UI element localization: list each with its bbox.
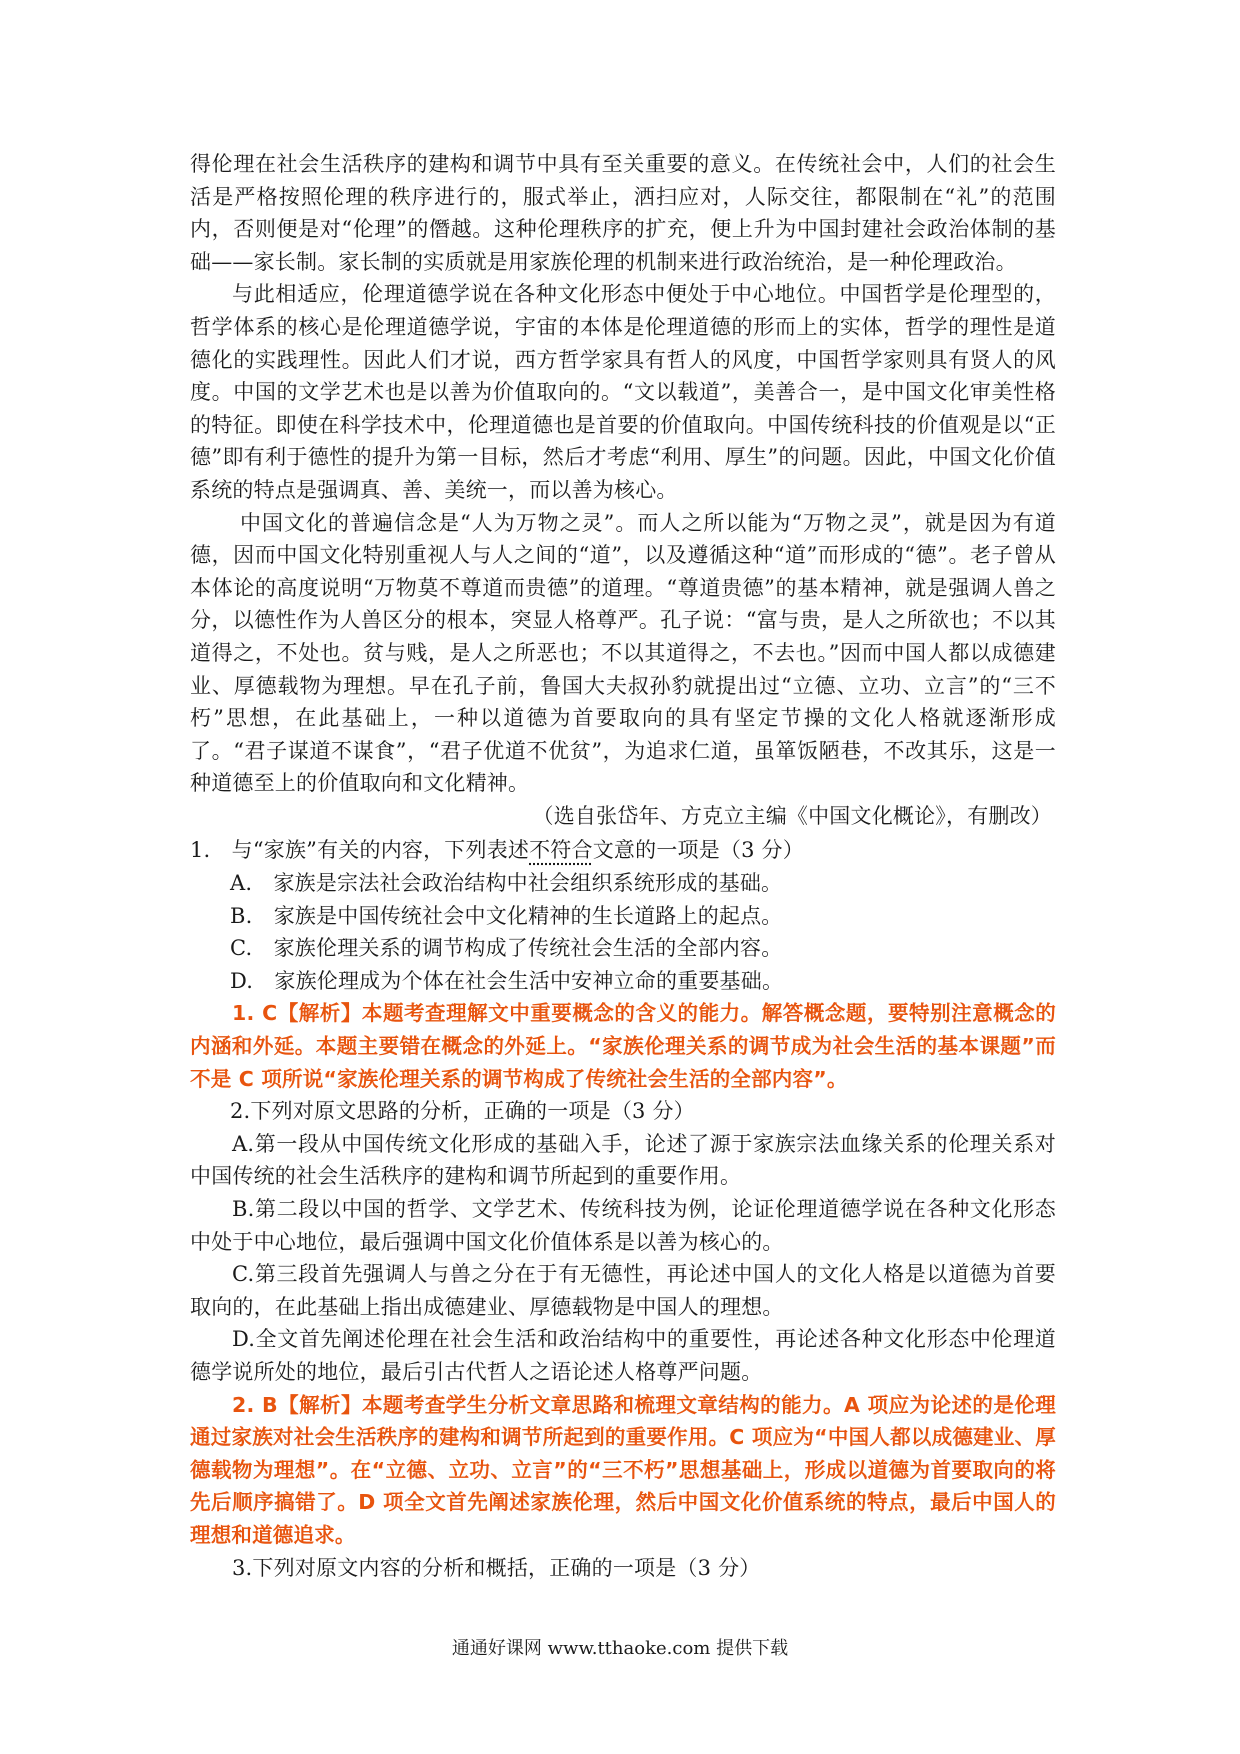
emphasis-not-matching: 不符合 (529, 838, 593, 863)
question-1-answer: 1. C【解析】本题考查理解文中重要概念的含义的能力。解答概念题，要特别注意概念的内涵和外延。本题主要错在概念的外延上。“家族伦理关系的调节成为社会生活的基本课题”而不是 C 项所说“家族伦理关系的调节构成了传统社会生活的全部内容”。 (190, 1001, 1056, 1091)
document-content (190, 148, 1056, 1584)
question-2-option-a: A.第一段从中国传统文化形成的基础入手，论述了源于家族宗法血缘关系的伦理关系对中国传统的社会生活秩序的建构和调节所起到的重要作用。 (190, 1131, 1056, 1189)
question-1-option-c: C. 家族伦理关系的调节构成了传统社会生活的全部内容。 (230, 936, 783, 961)
question-2 (190, 1095, 1056, 1388)
question-1-option-a: A. 家族是宗法社会政治结构中社会组织系统形成的基础。 (230, 871, 783, 896)
question-2-option-d: D.全文首先阐述伦理在社会生活和政治结构中的重要性，再论述各种文化形态中伦理道德学说所处的地位，最后引古代哲人之语论述人格尊严问题。 (190, 1327, 1056, 1384)
question-2-stem: 2.下列对原文思路的分析，正确的一项是（3 分） (230, 1099, 695, 1124)
passage-paragraph-3: 中国文化的普遍信念是“人为万物之灵”。而人之所以能为“万物之灵”，就是因为有道德，因而中国文化特别重视人与人之间的“道”，以及遵循这种“道”而形成的“德”。老子曾从本体论的高度说明“万物莫不尊道而贵德”的道理。“尊道贵德”的基本精神，就是强调人兽之分，以德性作为人兽区分的根本，突显人格尊严。孔子说：“富与贵，是人之所欲也；不以其道得之，不处也。贫与贱，是人之所恶也；不以其道得之，不去也。”因而中国人都以成德建业、厚德载物为理想。早在孔子前，鲁国大夫叔孙豹就提出过“立德、立功、立言”的“三不朽”思想，在此基础上，一种以道德为首要取向的具有坚定节操的文化人格就逐渐形成了。“君子谋道不谋食”，“君子优道不优贫”，为追求仁道，虽箪饭陋巷，不改其乐，这是一种道德至上的价值取向和文化精神。 (190, 510, 1056, 796)
question-1-option-b: B. 家族是中国传统社会中文化精神的生长道路上的起点。 (230, 903, 783, 928)
question-1-option-d: D. 家族伦理成为个体在社会生活中安神立命的重要基础。 (230, 968, 784, 993)
passage-paragraph-2: 与此相适应，伦理道德学说在各种文化形态中便处于中心地位。中国哲学是伦理型的，哲学体系的核心是伦理道德学说，宇宙的本体是伦理道德的形而上的实体，哲学的理性是道德化的实践理性。因此人们才说，西方哲学家具有哲人的风度，中国哲学家则具有贤人的风度。中国的文学艺术也是以善为价值取向的。“文以载道”，美善合一，是中国文化审美性格的特征。即使在科学技术中，伦理道德也是首要的价值取向。中国传统科技的价值观是以“正德”即有利于德性的提升为第一目标，然后才考虑“利用、厚生”的问题。因此，中国文化价值系统的特点是强调真、善、美统一，而以善为核心。 (190, 282, 1056, 502)
passage-source: （选自张岱年、方克立主编《中国文化概论》，有删改） (532, 803, 1052, 828)
question-2-option-c: C.第三段首先强调人与兽之分在于有无德性，再论述中国人的文化人格是以道德为首要取向的，在此基础上指出成德建业、厚德载物是中国人的理想。 (190, 1262, 1056, 1319)
passage-paragraph-1: 得伦理在社会生活秩序的建构和调节中具有至关重要的意义。在传统社会中，人们的社会生活是严格按照伦理的秩序进行的，服式举止，洒扫应对，人际交往，都限制在“礼”的范围内，否则便是对“伦理”的僭越。这种伦理秩序的扩充，便上升为中国封建社会政治体制的基础——家长制。家长制的实质就是用家族伦理的机制来进行政治统治，是一种伦理政治。 (190, 152, 1056, 274)
question-2-answer: 2. B【解析】本题考查学生分析文章思路和梳理文章结构的能力。A 项应为论述的是伦理通过家族对社会生活秩序的建构和调节所起到的重要作用。C 项应为“中国人都以成德建业、厚德载物为理想”。在“立德、立功、立言”的“三不朽”思想基础上，形成以道德为首要取向的将先后顺序搞错了。D 项全文首先阐述家族伦理，然后中国文化价值系统的特点，最后中国人的理想和道德追求。 (190, 1392, 1056, 1547)
question-1-options (190, 867, 1056, 997)
question-3-stem: 3.下列对原文内容的分析和概括，正确的一项是（3 分） (232, 1555, 761, 1580)
page-footer: 通通好课网 www.tthaoke.com 提供下载 (451, 1638, 789, 1659)
question-1-stem: 1. 与“家族”有关的内容，下列表述不符合文意的一项是（3 分） (190, 838, 804, 863)
question-2-option-b: B.第二段以中国的哲学、文学艺术、传统科技为例，论证伦理道德学说在各种文化形态中处于中心地位，最后强调中国文化价值体系是以善为核心的。 (190, 1197, 1056, 1254)
